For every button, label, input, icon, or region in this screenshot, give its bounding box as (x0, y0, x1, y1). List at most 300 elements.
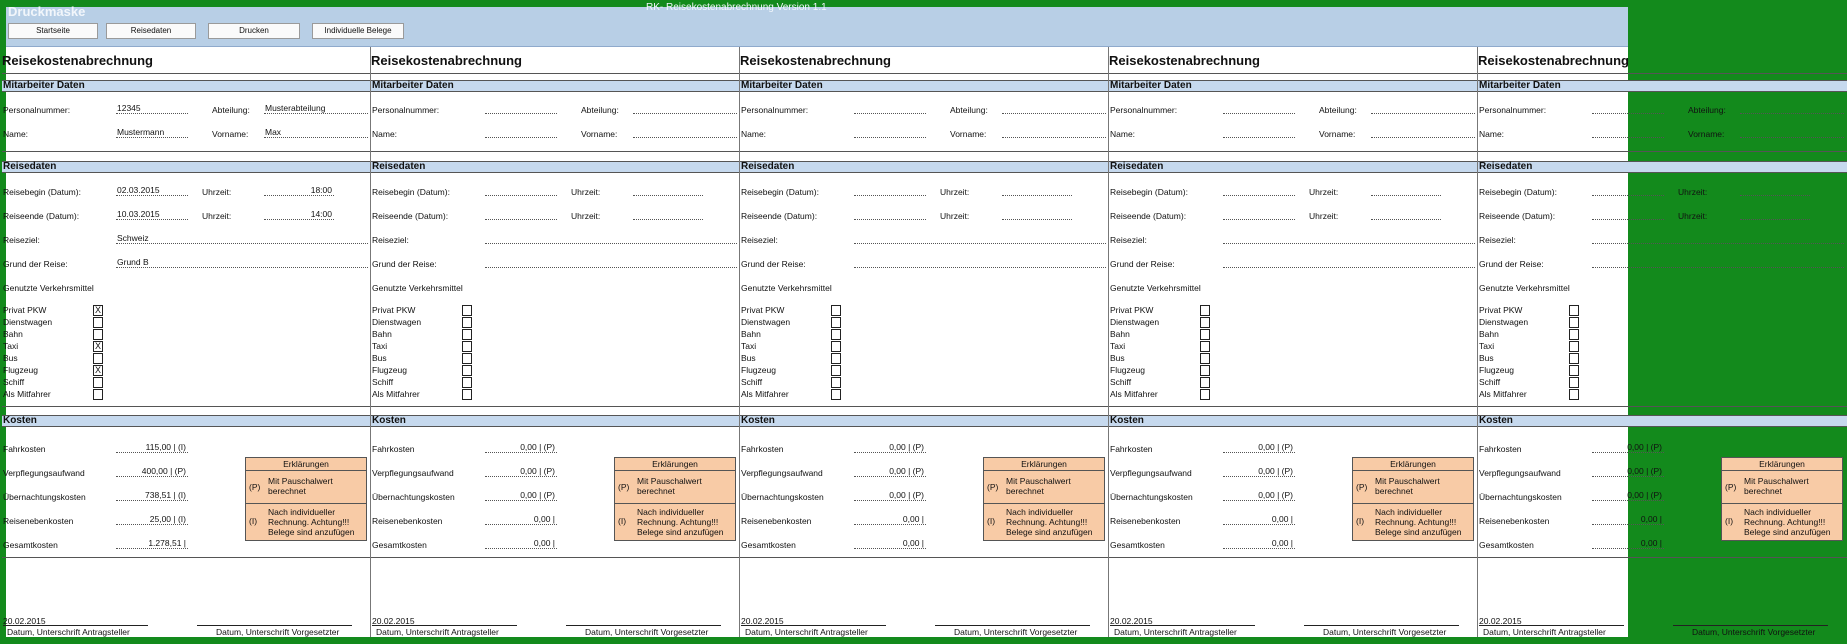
fahrkosten-value: 115,00 | (I) (116, 442, 188, 453)
transport-mode-list (741, 304, 790, 400)
legend-box (1721, 457, 1843, 541)
reisebegin-field[interactable]: 02.03.2015 (116, 185, 188, 196)
gesamt-label: Gesamtkosten (372, 540, 427, 550)
supervisor-signature-label: Datum, Unterschrift Vorgesetzter (954, 627, 1078, 637)
vorname-label: Vorname: (950, 129, 987, 139)
checkbox-dienstwagen[interactable] (1569, 317, 1579, 328)
checkbox-mitfahrer[interactable] (1569, 389, 1579, 400)
checkbox-privat-pkw[interactable] (1200, 305, 1210, 316)
mode-mitfahrer-label: Als Mitfahrer (372, 389, 420, 399)
divider (1109, 73, 1478, 74)
vorname-field[interactable] (1371, 127, 1475, 138)
mode-bahn-label: Bahn (1479, 329, 1499, 339)
abteilung-field[interactable]: Musterabteilung (264, 103, 368, 114)
personalnummer-label: Personalnummer: (1479, 105, 1547, 115)
mode-schiff-label: Schiff (1479, 377, 1501, 387)
legend-i-text: Nach individueller Rechnung. Achtung!!! Belege sind anzufügen (1375, 507, 1462, 537)
legend-row-i (1353, 504, 1473, 541)
begin-time-label: Uhrzeit: (202, 187, 232, 197)
applicant-signature-line (1479, 625, 1624, 626)
gesamt-value: 0,00 | (485, 538, 557, 549)
legend-p-symbol: (P) (249, 482, 261, 492)
reiseziel-label: Reiseziel: (3, 235, 40, 245)
reisebegin-label: Reisebegin (Datum): (3, 187, 81, 197)
drucken-button[interactable]: Drucken (208, 23, 300, 39)
expense-form (2, 47, 372, 637)
verpflegung-value: 0,00 | (P) (1223, 466, 1295, 477)
checkbox-privat-pkw[interactable]: X (94, 305, 101, 315)
checkbox-bahn[interactable] (93, 329, 103, 340)
grund-field[interactable]: Grund B (116, 257, 368, 268)
reiseende-field[interactable] (485, 209, 557, 220)
reisebegin-label: Reisebegin (Datum): (372, 187, 450, 197)
grund-label: Grund der Reise: (1479, 259, 1544, 269)
name-label: Name: (1110, 129, 1136, 139)
fahrkosten-value: 0,00 | (P) (1223, 442, 1295, 453)
vorname-field[interactable] (633, 127, 737, 138)
name-label: Name: (1479, 129, 1505, 139)
section-costs: Kosten (1109, 415, 1478, 427)
divider (371, 73, 740, 74)
grund-field[interactable] (485, 257, 737, 268)
reisebegin-label: Reisebegin (Datum): (741, 187, 819, 197)
supervisor-signature-label: Datum, Unterschrift Vorgesetzter (216, 627, 340, 637)
legend-i-symbol: (I) (1356, 516, 1365, 526)
legend-p-symbol: (P) (1725, 482, 1737, 492)
checkbox-privat-pkw[interactable] (1569, 305, 1579, 316)
expense-form (1477, 47, 1847, 637)
form-sheet (2, 47, 1831, 637)
divider (1478, 557, 1847, 558)
name-field[interactable] (485, 127, 557, 138)
gesamt-value: 0,00 | (854, 538, 926, 549)
reiseende-label: Reiseende (Datum): (3, 211, 80, 221)
mode-dienstwagen-label: Dienstwagen (372, 317, 422, 327)
reiseende-label: Reiseende (Datum): (1479, 211, 1556, 221)
checkbox-taxi[interactable] (1569, 341, 1579, 352)
reiseziel-field[interactable] (1223, 233, 1475, 244)
mode-taxi-label: Taxi (1110, 341, 1126, 351)
form-title: Reisekostenabrechnung (1478, 53, 1629, 68)
vorname-field[interactable]: Max (264, 127, 368, 138)
personalnummer-field[interactable] (1592, 103, 1664, 114)
vorname-label: Vorname: (1319, 129, 1356, 139)
divider (371, 151, 740, 152)
fahrkosten-label: Fahrkosten (372, 444, 415, 454)
startseite-button[interactable]: Startseite (8, 23, 98, 39)
checkbox-taxi[interactable] (831, 341, 841, 352)
end-time-field[interactable]: 14:00 (264, 209, 334, 220)
legend-i-symbol: (I) (618, 516, 627, 526)
grund-field[interactable] (1592, 257, 1844, 268)
gesamt-label: Gesamtkosten (1110, 540, 1165, 550)
personalnummer-field[interactable] (854, 103, 926, 114)
checkbox-privat-pkw[interactable] (831, 305, 841, 316)
verpflegung-label: Verpflegungsaufwand (1479, 468, 1561, 478)
reiseziel-label: Reiseziel: (1110, 235, 1147, 245)
divider (1109, 406, 1478, 407)
supervisor-signature-line (566, 625, 721, 626)
checkbox-taxi[interactable]: X (94, 341, 101, 351)
signature-date: 20.02.2015 (3, 616, 46, 626)
legend-box (614, 457, 736, 541)
name-field[interactable] (1592, 127, 1664, 138)
nebenkosten-value: 0,00 | (854, 514, 926, 525)
divider (740, 151, 1109, 152)
supervisor-signature-label: Datum, Unterschrift Vorgesetzter (1323, 627, 1447, 637)
personalnummer-label: Personalnummer: (3, 105, 71, 115)
mode-bus-label: Bus (1110, 353, 1125, 363)
nebenkosten-label: Reisenebenkosten (741, 516, 812, 526)
grund-label: Grund der Reise: (741, 259, 806, 269)
checkbox-mitfahrer[interactable] (462, 389, 472, 400)
abteilung-label: Abteilung: (212, 105, 250, 115)
abteilung-label: Abteilung: (1688, 105, 1726, 115)
fahrkosten-label: Fahrkosten (1479, 444, 1522, 454)
section-travel: Reisedaten (1478, 161, 1847, 173)
uebernachtung-value: 0,00 | (P) (854, 490, 926, 501)
legend-row-i (615, 504, 735, 541)
checkbox-flugzeug[interactable] (1200, 365, 1210, 376)
reiseziel-label: Reiseziel: (741, 235, 778, 245)
legend-i-symbol: (I) (249, 516, 258, 526)
divider (740, 557, 1109, 558)
mode-taxi-label: Taxi (3, 341, 19, 351)
checkbox-bus[interactable] (1569, 353, 1579, 364)
applicant-signature-label: Datum, Unterschrift Antragsteller (376, 627, 499, 637)
vorname-field[interactable] (1740, 127, 1844, 138)
uebernachtung-label: Übernachtungskosten (741, 492, 824, 502)
divider (740, 406, 1109, 407)
mode-mitfahrer-label: Als Mitfahrer (3, 389, 51, 399)
reisebegin-field[interactable] (1223, 185, 1295, 196)
checkbox-bus[interactable] (1200, 353, 1210, 364)
checkbox-dienstwagen[interactable] (93, 317, 103, 328)
verpflegung-value: 0,00 | (P) (854, 466, 926, 477)
end-time-field[interactable] (1740, 209, 1810, 220)
grund-label: Grund der Reise: (372, 259, 437, 269)
section-travel: Reisedaten (740, 161, 1109, 173)
mode-flugzeug-label: Flugzeug (741, 365, 776, 375)
legend-i-symbol: (I) (1725, 516, 1734, 526)
mode-bahn-label: Bahn (3, 329, 23, 339)
mode-dienstwagen-label: Dienstwagen (741, 317, 791, 327)
begin-time-label: Uhrzeit: (940, 187, 970, 197)
section-costs: Kosten (371, 415, 740, 427)
mode-privat-pkw-label: Privat PKW (741, 305, 785, 315)
personalnummer-label: Personalnummer: (372, 105, 440, 115)
vorname-field[interactable] (1002, 127, 1106, 138)
checkbox-bahn[interactable] (462, 329, 472, 340)
name-field[interactable]: Mustermann (116, 127, 188, 138)
section-travel: Reisedaten (371, 161, 740, 173)
nebenkosten-value: 0,00 | (1592, 514, 1664, 525)
legend-row-i (1722, 504, 1842, 541)
uebernachtung-value: 0,00 | (P) (1592, 490, 1664, 501)
legend-row-p (1353, 471, 1473, 504)
grund-field[interactable] (1223, 257, 1475, 268)
abteilung-label: Abteilung: (581, 105, 619, 115)
form-title: Reisekostenabrechnung (2, 53, 153, 68)
mode-bahn-label: Bahn (741, 329, 761, 339)
supervisor-signature-line (1673, 625, 1828, 626)
reiseziel-field[interactable] (854, 233, 1106, 244)
name-field[interactable] (1223, 127, 1295, 138)
legend-title: Erklärungen (246, 458, 366, 471)
grund-field[interactable] (854, 257, 1106, 268)
checkbox-dienstwagen[interactable] (831, 317, 841, 328)
checkbox-mitfahrer[interactable] (831, 389, 841, 400)
mode-bus-label: Bus (1479, 353, 1494, 363)
checkbox-mitfahrer[interactable] (93, 389, 103, 400)
checkbox-mitfahrer[interactable] (1200, 389, 1210, 400)
legend-p-text: Mit Pauschalwert berechnet (1006, 476, 1071, 496)
abteilung-field[interactable] (633, 103, 737, 114)
uebernachtung-value: 0,00 | (P) (1223, 490, 1295, 501)
abteilung-field[interactable] (1002, 103, 1106, 114)
checkbox-bus[interactable] (462, 353, 472, 364)
end-time-field[interactable] (1371, 209, 1441, 220)
divider (740, 73, 1109, 74)
checkbox-schiff[interactable] (1200, 377, 1210, 388)
reisebegin-field[interactable] (485, 185, 557, 196)
signature-date: 20.02.2015 (741, 616, 784, 626)
supervisor-signature-label: Datum, Unterschrift Vorgesetzter (1692, 627, 1816, 637)
abteilung-field[interactable] (1371, 103, 1475, 114)
supervisor-signature-line (935, 625, 1090, 626)
vorname-label: Vorname: (581, 129, 618, 139)
name-label: Name: (741, 129, 767, 139)
begin-time-label: Uhrzeit: (1309, 187, 1339, 197)
legend-p-symbol: (P) (1356, 482, 1368, 492)
mode-taxi-label: Taxi (1479, 341, 1495, 351)
mode-dienstwagen-label: Dienstwagen (3, 317, 53, 327)
begin-time-field[interactable] (1740, 185, 1810, 196)
verpflegung-label: Verpflegungsaufwand (1110, 468, 1192, 478)
mode-flugzeug-label: Flugzeug (372, 365, 407, 375)
abteilung-label: Abteilung: (1319, 105, 1357, 115)
uebernachtung-label: Übernachtungskosten (372, 492, 455, 502)
end-time-field[interactable] (1002, 209, 1072, 220)
mode-bus-label: Bus (372, 353, 387, 363)
personalnummer-field[interactable] (1223, 103, 1295, 114)
checkbox-schiff[interactable] (1569, 377, 1579, 388)
expense-form (370, 47, 740, 637)
section-costs: Kosten (2, 415, 372, 427)
checkbox-dienstwagen[interactable] (462, 317, 472, 328)
gesamt-label: Gesamtkosten (3, 540, 58, 550)
personalnummer-field[interactable] (485, 103, 557, 114)
checkbox-schiff[interactable] (462, 377, 472, 388)
checkbox-bahn[interactable] (831, 329, 841, 340)
applicant-signature-label: Datum, Unterschrift Antragsteller (7, 627, 130, 637)
signature-date: 20.02.2015 (1479, 616, 1522, 626)
legend-p-text: Mit Pauschalwert berechnet (1744, 476, 1809, 496)
checkbox-bahn[interactable] (1569, 329, 1579, 340)
reisebegin-field[interactable] (854, 185, 926, 196)
legend-i-text: Nach individueller Rechnung. Achtung!!! Belege sind anzufügen (1006, 507, 1093, 537)
divider (1478, 406, 1847, 407)
name-label: Name: (372, 129, 398, 139)
name-field[interactable] (854, 127, 926, 138)
reiseende-field[interactable]: 10.03.2015 (116, 209, 188, 220)
checkbox-dienstwagen[interactable] (1200, 317, 1210, 328)
transport-mode-list (372, 304, 421, 400)
fahrkosten-label: Fahrkosten (1110, 444, 1153, 454)
vorname-label: Vorname: (212, 129, 249, 139)
begin-time-field[interactable] (1002, 185, 1072, 196)
supervisor-signature-line (1304, 625, 1459, 626)
reiseziel-label: Reiseziel: (1479, 235, 1516, 245)
name-label: Name: (3, 129, 29, 139)
verpflegung-label: Verpflegungsaufwand (372, 468, 454, 478)
applicant-signature-label: Datum, Unterschrift Antragsteller (745, 627, 868, 637)
legend-row-i (246, 504, 366, 541)
nebenkosten-value: 0,00 | (485, 514, 557, 525)
reiseende-field[interactable] (1592, 209, 1664, 220)
applicant-signature-line (3, 625, 148, 626)
applicant-signature-label: Datum, Unterschrift Antragsteller (1483, 627, 1606, 637)
legend-box (983, 457, 1105, 541)
uebernachtung-label: Übernachtungskosten (1479, 492, 1562, 502)
begin-time-field[interactable]: 18:00 (264, 185, 334, 196)
divider (2, 151, 372, 152)
end-time-label: Uhrzeit: (1309, 211, 1339, 221)
reisebegin-label: Reisebegin (Datum): (1479, 187, 1557, 197)
form-title: Reisekostenabrechnung (1109, 53, 1260, 68)
legend-p-text: Mit Pauschalwert berechnet (268, 476, 333, 496)
legend-title: Erklärungen (615, 458, 735, 471)
divider (1109, 557, 1478, 558)
begin-time-field[interactable] (633, 185, 703, 196)
legend-title: Erklärungen (984, 458, 1104, 471)
nebenkosten-label: Reisenebenkosten (372, 516, 443, 526)
mode-privat-pkw-label: Privat PKW (1110, 305, 1154, 315)
abteilung-field[interactable] (1740, 103, 1844, 114)
legend-row-p (984, 471, 1104, 504)
checkbox-bus[interactable] (831, 353, 841, 364)
checkbox-bus[interactable] (93, 353, 103, 364)
mode-bus-label: Bus (741, 353, 756, 363)
verkehrsmittel-label: Genutzte Verkehrsmittel (1110, 283, 1201, 293)
verpflegung-label: Verpflegungsaufwand (741, 468, 823, 478)
mode-privat-pkw-label: Privat PKW (372, 305, 416, 315)
expense-form (1108, 47, 1478, 637)
reisedaten-button[interactable]: Reisedaten (106, 23, 196, 39)
mode-flugzeug-label: Flugzeug (3, 365, 38, 375)
reisebegin-field[interactable] (1592, 185, 1664, 196)
gesamt-value: 0,00 | (1592, 538, 1664, 549)
legend-i-text: Nach individueller Rechnung. Achtung!!! Belege sind anzufügen (637, 507, 724, 537)
begin-time-label: Uhrzeit: (571, 187, 601, 197)
checkbox-schiff[interactable] (93, 377, 103, 388)
nebenkosten-value: 25,00 | (I) (116, 514, 188, 525)
checkbox-taxi[interactable] (462, 341, 472, 352)
divider (1478, 73, 1847, 74)
applicant-signature-line (741, 625, 886, 626)
verpflegung-label: Verpflegungsaufwand (3, 468, 85, 478)
transport-mode-list (1110, 304, 1159, 400)
begin-time-field[interactable] (1371, 185, 1441, 196)
reiseziel-field[interactable]: Schweiz (116, 233, 368, 244)
fahrkosten-value: 0,00 | (P) (854, 442, 926, 453)
nebenkosten-label: Reisenebenkosten (1479, 516, 1550, 526)
mode-mitfahrer-label: Als Mitfahrer (1479, 389, 1527, 399)
nebenkosten-value: 0,00 | (1223, 514, 1295, 525)
checkbox-privat-pkw[interactable] (462, 305, 472, 316)
checkbox-flugzeug[interactable] (462, 365, 472, 376)
divider (2, 557, 372, 558)
mode-flugzeug-label: Flugzeug (1479, 365, 1514, 375)
verpflegung-value: 400,00 | (P) (116, 466, 188, 477)
legend-box (245, 457, 367, 541)
nebenkosten-label: Reisenebenkosten (1110, 516, 1181, 526)
applicant-signature-line (1110, 625, 1255, 626)
expense-form (739, 47, 1109, 637)
divider (1109, 151, 1478, 152)
legend-p-symbol: (P) (987, 482, 999, 492)
mode-privat-pkw-label: Privat PKW (1479, 305, 1523, 315)
verpflegung-value: 0,00 | (P) (1592, 466, 1664, 477)
section-costs: Kosten (740, 415, 1109, 427)
section-employee: Mitarbeiter Daten (2, 80, 372, 92)
section-costs: Kosten (1478, 415, 1847, 427)
mode-schiff-label: Schiff (741, 377, 763, 387)
checkbox-flugzeug[interactable] (831, 365, 841, 376)
divider (2, 406, 372, 407)
supervisor-signature-line (197, 625, 352, 626)
section-travel: Reisedaten (2, 161, 372, 173)
individuelle-belege-button[interactable]: Individuelle Belege (312, 23, 404, 39)
end-time-field[interactable] (633, 209, 703, 220)
print-mask-window (2, 2, 1831, 637)
end-time-label: Uhrzeit: (940, 211, 970, 221)
vorname-label: Vorname: (1688, 129, 1725, 139)
mode-bus-label: Bus (3, 353, 18, 363)
fahrkosten-value: 0,00 | (P) (485, 442, 557, 453)
page-title: Druckmaske (8, 4, 86, 19)
applicant-signature-line (372, 625, 517, 626)
fahrkosten-label: Fahrkosten (741, 444, 784, 454)
reiseziel-field[interactable] (485, 233, 737, 244)
checkbox-bahn[interactable] (1200, 329, 1210, 340)
legend-row-i (984, 504, 1104, 541)
grund-label: Grund der Reise: (1110, 259, 1175, 269)
checkbox-schiff[interactable] (831, 377, 841, 388)
reiseziel-field[interactable] (1592, 233, 1844, 244)
reiseende-field[interactable] (1223, 209, 1295, 220)
uebernachtung-value: 738,51 | (I) (116, 490, 188, 501)
form-title: Reisekostenabrechnung (740, 53, 891, 68)
mode-privat-pkw-label: Privat PKW (3, 305, 47, 315)
checkbox-flugzeug[interactable]: X (94, 365, 101, 375)
verkehrsmittel-label: Genutzte Verkehrsmittel (372, 283, 463, 293)
checkbox-taxi[interactable] (1200, 341, 1210, 352)
reisebegin-label: Reisebegin (Datum): (1110, 187, 1188, 197)
fahrkosten-value: 0,00 | (P) (1592, 442, 1664, 453)
mode-schiff-label: Schiff (1110, 377, 1132, 387)
personalnummer-field[interactable]: 12345 (116, 103, 188, 114)
gesamt-label: Gesamtkosten (741, 540, 796, 550)
applicant-signature-label: Datum, Unterschrift Antragsteller (1114, 627, 1237, 637)
checkbox-flugzeug[interactable] (1569, 365, 1579, 376)
mode-mitfahrer-label: Als Mitfahrer (1110, 389, 1158, 399)
verkehrsmittel-label: Genutzte Verkehrsmittel (741, 283, 832, 293)
reiseende-field[interactable] (854, 209, 926, 220)
end-time-label: Uhrzeit: (202, 211, 232, 221)
verkehrsmittel-label: Genutzte Verkehrsmittel (3, 283, 94, 293)
section-employee: Mitarbeiter Daten (740, 80, 1109, 92)
